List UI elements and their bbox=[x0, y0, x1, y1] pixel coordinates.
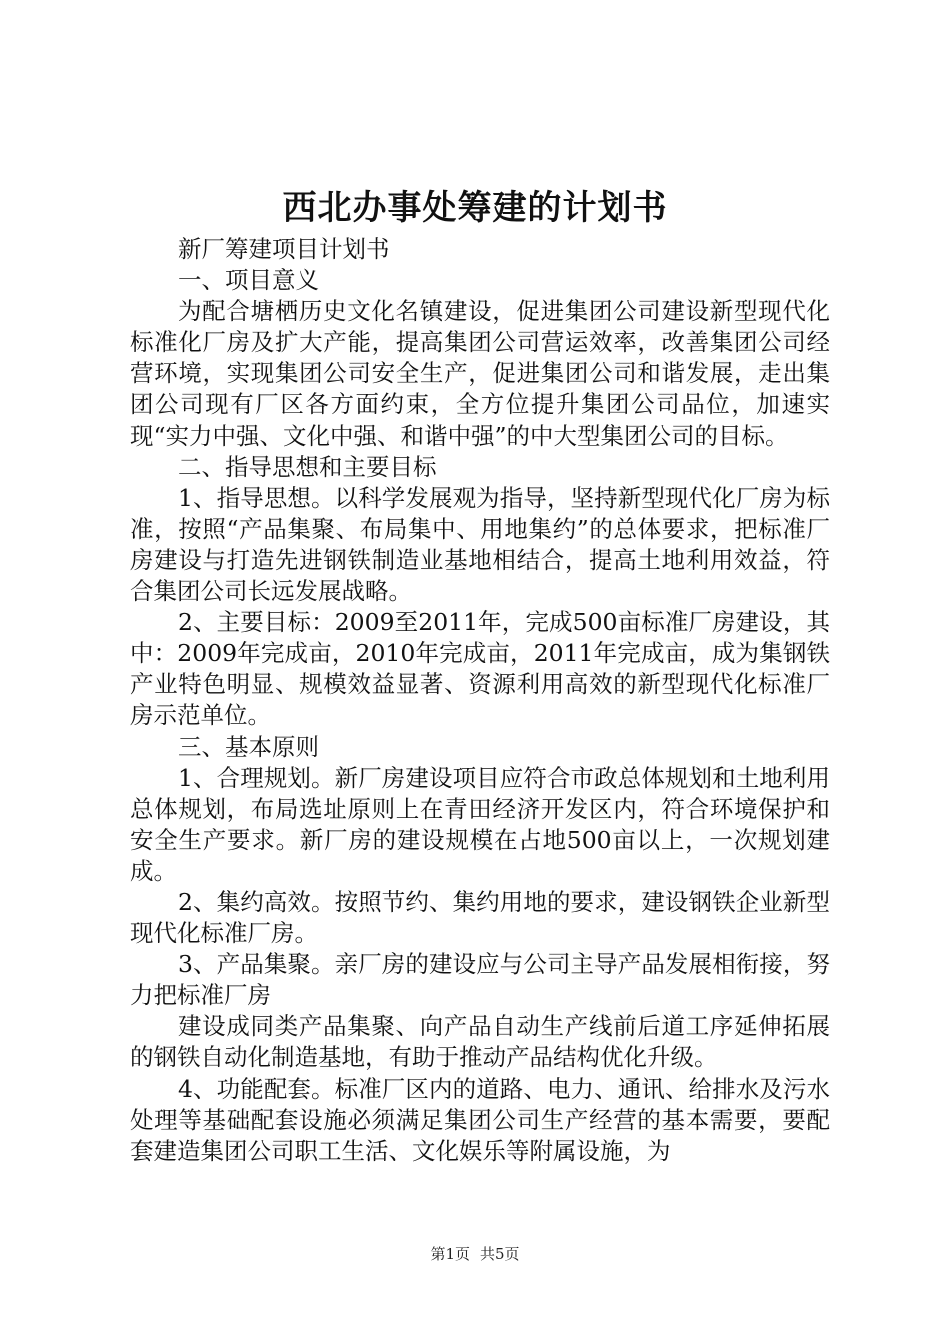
paragraph: 为配合塘栖历史文化名镇建设，促进集团公司建设新型现代化标准化厂房及扩大产能，提高集团公司营运效率，改善集团公司经营环境，实现集团公司安全生产，促进集团公司和谐发展，走出集团公司现有厂区各方面约束，全方位提升集团公司品位，加速实现“实力中强、文化中强、和谐中强”的中大型集团公司的目标。 bbox=[130, 297, 830, 450]
page-footer bbox=[0, 1243, 950, 1265]
paragraph: 4、功能配套。标准厂区内的道路、电力、通讯、给排水及污水处理等基础配套设施必须满足集团公司生产经营的基本需要，要配套建造集团公司职工生活、文化娱乐等附属设施，为 bbox=[130, 1074, 830, 1165]
section-heading: 一、项目意义 bbox=[178, 266, 319, 295]
document-body bbox=[130, 234, 830, 1167]
paragraph: 建设成同类产品集聚、向产品自动生产线前后道工序延伸拓展的钢铁自动化制造基地，有助于推动产品结构优化升级。 bbox=[130, 1012, 830, 1072]
section-heading: 三、基本原则 bbox=[178, 732, 319, 761]
paragraph: 2、主要目标：2009至2011年，完成500亩标准厂房建设，其中：2009年完成亩，2010年完成亩，2011年完成亩，成为集钢铁产业特色明显、规模效益显著、资源利用高效的新型现代化标准厂房示范单位。 bbox=[130, 608, 830, 730]
paragraph: 2、集约高效。按照节约、集约用地的要求，建设钢铁企业新型现代化标准厂房。 bbox=[130, 887, 830, 948]
section-heading: 二、指导思想和主要目标 bbox=[178, 452, 437, 481]
document-title: 西北办事处筹建的计划书 bbox=[282, 188, 668, 228]
paragraph: 1、合理规划。新厂房建设项目应符合市政总体规划和土地利用总体规划，布局选址原则上在青田经济开发区内，符合环境保护和安全生产要求。新厂房的建设规模在占地500亩以上，一次规划建成。 bbox=[130, 763, 830, 885]
paragraph: 1、指导思想。以科学发展观为指导，坚持新型现代化厂房为标准，按照“产品集聚、布局集中、用地集约”的总体要求，把标准厂房建设与打造先进钢铁制造业基地相结合，提高土地利用效益，符合集团公司长远发展战略。 bbox=[130, 483, 830, 606]
page-total: 共5页 bbox=[480, 1245, 520, 1263]
page-number: 第1页 bbox=[430, 1245, 470, 1263]
paragraph: 新厂筹建项目计划书 bbox=[178, 235, 390, 263]
paragraph: 3、产品集聚。亲厂房的建设应与公司主导产品发展相衔接，努力把标准厂房 bbox=[130, 950, 830, 1010]
